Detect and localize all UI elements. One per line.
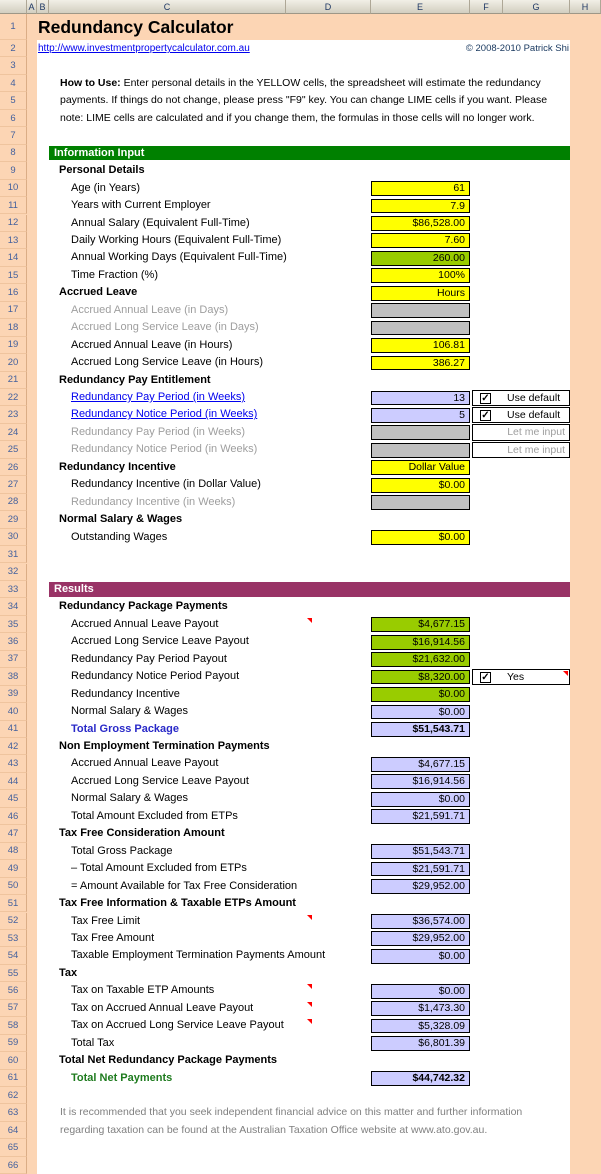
cell-redundancy-notice-period-weeks[interactable]: 5: [371, 408, 470, 423]
cell-redundancy-incentive-type[interactable]: Dollar Value: [371, 460, 470, 475]
label-tax: Tax: [59, 966, 78, 979]
label-accrued-annual-leave-hours: Accrued Annual Leave (in Hours): [71, 338, 233, 351]
label-personal-details: Personal Details: [59, 164, 145, 177]
comment-indicator-tax-on-taxable-etp: [307, 984, 312, 989]
label-tfc-total-excluded: – Total Amount Excluded from ETPs: [71, 862, 247, 875]
label-redundancy-incentive-payout: Redundancy Incentive: [71, 687, 180, 700]
cell-accrued-leave-unit[interactable]: Hours: [371, 286, 470, 301]
cell-tfc-total-gross-package[interactable]: $51,543.71: [371, 844, 470, 859]
cell-etp-accrued-annual-leave-payout[interactable]: $4,677.15: [371, 757, 470, 772]
cell-etp-accrued-long-service-leave-payout[interactable]: $16,914.56: [371, 774, 470, 789]
row-header-17[interactable]: 17: [0, 302, 27, 319]
column-header-B[interactable]: B: [37, 0, 49, 14]
footer-note: [60, 1104, 580, 1139]
page-title: Redundancy Calculator: [38, 17, 234, 37]
cell-taxable-etp-amount[interactable]: $0.00: [371, 949, 470, 964]
row-header-53[interactable]: 53: [0, 930, 27, 947]
row-header-64[interactable]: 64: [0, 1122, 27, 1139]
comment-indicator-tax-on-accrued-long-service-leave-payout: [307, 1019, 312, 1024]
row-years-with-current-employer: [27, 197, 601, 214]
option-box-redundancy-notice-period-weeks: [472, 407, 570, 424]
row-redundancy-incentive-payout: [27, 686, 601, 703]
label-outstanding-wages: Outstanding Wages: [71, 530, 168, 543]
column-header-H[interactable]: H: [570, 0, 601, 14]
row-header-11[interactable]: 11: [0, 197, 27, 214]
column-header-bar: [0, 0, 601, 14]
cell-tfc-total-excluded[interactable]: $21,591.71: [371, 862, 470, 877]
row-header-49[interactable]: 49: [0, 860, 27, 877]
column-header-C[interactable]: C: [49, 0, 286, 14]
sheet-rows: [27, 14, 601, 1174]
row-tax-on-accrued-long-service-leave-payout: [27, 1017, 601, 1034]
row-redundancy-notice-period-weeks: [27, 406, 601, 423]
cell-tax-on-taxable-etp[interactable]: $0.00: [371, 984, 470, 999]
row-header-63[interactable]: 63: [0, 1104, 27, 1121]
cell-years-with-current-employer[interactable]: 7.9: [371, 199, 470, 214]
label-redundancy-incentive-type: Redundancy Incentive: [59, 460, 176, 473]
row-accrued-long-service-leave-days: [27, 319, 601, 336]
label-accrued-long-service-leave-payout: Accrued Long Service Leave Payout: [71, 635, 249, 648]
label-redundancy-pay-period-payout: Redundancy Pay Period Payout: [71, 652, 227, 665]
label-daily-working-hours: Daily Working Hours (Equivalent Full-Time): [71, 233, 282, 246]
cell-redundancy-pay-period-weeks-manual: [371, 425, 470, 440]
label-normal-salary-wages-input: Normal Salary & Wages: [59, 513, 183, 526]
row-header-38[interactable]: 38: [0, 668, 27, 685]
row-accrued-annual-leave-payout: [27, 616, 601, 633]
cell-daily-working-hours[interactable]: 7.60: [371, 233, 470, 248]
row-header-35[interactable]: 35: [0, 616, 27, 633]
row-header-22[interactable]: 22: [0, 389, 27, 406]
row-redundancy-pay-period-weeks-manual: [27, 424, 601, 441]
label-tax-free-limit: Tax Free Limit: [71, 914, 141, 927]
cell-total-net-payments[interactable]: $44,742.32: [371, 1071, 470, 1086]
label-time-fraction: Time Fraction (%): [71, 268, 158, 281]
row-header-7[interactable]: 7: [0, 127, 27, 144]
row-redundancy-notice-period-weeks-manual: [27, 441, 601, 458]
row-header-1[interactable]: 1: [0, 14, 27, 40]
label-years-with-current-employer: Years with Current Employer: [71, 199, 211, 212]
label-tax-on-taxable-etp: Tax on Taxable ETP Amounts: [71, 984, 215, 997]
row-non-employment-termination-payments: [27, 738, 601, 755]
row-header-14[interactable]: 14: [0, 249, 27, 266]
label-accrued-long-service-leave-days: Accrued Long Service Leave (in Days): [71, 321, 259, 334]
label-accrued-leave-unit: Accrued Leave: [59, 286, 138, 299]
cell-accrued-long-service-leave-payout[interactable]: $16,914.56: [371, 635, 470, 650]
row-header-59[interactable]: 59: [0, 1035, 27, 1052]
label-redundancy-notice-period-weeks[interactable]: Redundancy Notice Period (in Weeks): [71, 408, 258, 421]
cell-redundancy-pay-period-weeks[interactable]: 13: [371, 391, 470, 406]
label-tax-free-consideration-amount: Tax Free Consideration Amount: [59, 827, 225, 840]
row-age: [27, 180, 601, 197]
row-etp-normal-salary-wages: [27, 790, 601, 807]
column-header-F[interactable]: F: [470, 0, 503, 14]
row-redundancy-pay-entitlement: [27, 372, 601, 389]
section-header-results: Results: [49, 582, 570, 597]
comment-indicator-tax-free-limit: [307, 915, 312, 920]
row-header-45[interactable]: 45: [0, 790, 27, 807]
column-header-E[interactable]: E: [371, 0, 470, 14]
row-header-34[interactable]: 34: [0, 598, 27, 615]
row-header-42[interactable]: 42: [0, 738, 27, 755]
row-accrued-annual-leave-hours: [27, 337, 601, 354]
cell-redundancy-notice-period-weeks-manual: [371, 443, 470, 458]
label-annual-working-days: Annual Working Days (Equivalent Full-Time): [71, 251, 287, 264]
row-header-62[interactable]: 62: [0, 1087, 27, 1104]
label-redundancy-pay-entitlement: Redundancy Pay Entitlement: [59, 373, 211, 386]
row-header-52[interactable]: 52: [0, 913, 27, 930]
row-header-16[interactable]: 16: [0, 284, 27, 301]
row-header-61[interactable]: 61: [0, 1070, 27, 1087]
row-annual-working-days: [27, 249, 601, 266]
footer-line1: It is recommended that you seek independent financial advice on this matter and further information: [60, 1106, 523, 1119]
row-header-43[interactable]: 43: [0, 755, 27, 772]
cell-normal-salary-wages-payout[interactable]: $0.00: [371, 705, 470, 720]
row-accrued-annual-leave-days: [27, 302, 601, 319]
side-label-redundancy-pay-period-weeks-manual: Let me input: [507, 426, 565, 439]
row-redundancy-incentive-type: [27, 459, 601, 476]
label-tax-on-accrued-annual-leave-payout: Tax on Accrued Annual Leave Payout: [71, 1001, 254, 1014]
cell-time-fraction[interactable]: 100%: [371, 268, 470, 283]
row-header-25[interactable]: 25: [0, 441, 27, 458]
select-all-corner[interactable]: [0, 0, 27, 14]
row-personal-details: [27, 162, 601, 179]
label-age: Age (in Years): [71, 181, 141, 194]
row-header-55[interactable]: 55: [0, 965, 27, 982]
copyright-text: © 2008-2010 Patrick Shi: [465, 43, 569, 54]
label-redundancy-incentive-dollar: Redundancy Incentive (in Dollar Value): [71, 478, 261, 491]
option-box-redundancy-pay-period-weeks-manual: [472, 424, 570, 441]
cell-redundancy-incentive-weeks: [371, 495, 470, 510]
comment-indicator-accrued-annual-leave-payout: [307, 618, 312, 623]
row-total-net-payments: [27, 1070, 601, 1087]
row-etp-accrued-annual-leave-payout: [27, 755, 601, 772]
label-tfc-amount-available: = Amount Available for Tax Free Consideration: [71, 879, 298, 892]
label-normal-salary-wages-payout: Normal Salary & Wages: [71, 705, 188, 718]
row-header-23[interactable]: 23: [0, 406, 27, 423]
row-header-29[interactable]: 29: [0, 511, 27, 528]
row-header-27[interactable]: 27: [0, 476, 27, 493]
row-tax-free-consideration-amount: [27, 825, 601, 842]
row-header-24[interactable]: 24: [0, 424, 27, 441]
side-label-redundancy-notice-period-weeks-manual: Let me input: [507, 443, 565, 456]
cell-total-amount-excluded-from-etps[interactable]: $21,591.71: [371, 809, 470, 824]
row-total-amount-excluded-from-etps: [27, 808, 601, 825]
label-redundancy-pay-period-weeks[interactable]: Redundancy Pay Period (in Weeks): [71, 391, 246, 403]
row-header-57[interactable]: 57: [0, 1000, 27, 1017]
checkbox-label-redundancy-pay-period-weeks: Use default: [507, 391, 561, 404]
cell-accrued-long-service-leave-days: [371, 321, 470, 336]
row-accrued-long-service-leave-payout: [27, 633, 601, 650]
cell-redundancy-pay-period-payout[interactable]: $21,632.00: [371, 652, 470, 667]
row-header-21[interactable]: 21: [0, 372, 27, 389]
label-total-tax: Total Tax: [71, 1036, 115, 1049]
row-header-54[interactable]: 54: [0, 947, 27, 964]
row-header-48[interactable]: 48: [0, 843, 27, 860]
row-header-13[interactable]: 13: [0, 232, 27, 249]
row-header-50[interactable]: 50: [0, 878, 27, 895]
comment-indicator-redundancy-notice-period-payout-right: [563, 671, 568, 676]
row-results: [27, 581, 601, 598]
row-header-56[interactable]: 56: [0, 982, 27, 999]
row-header-10[interactable]: 10: [0, 180, 27, 197]
option-box-redundancy-pay-period-weeks: [472, 390, 570, 407]
row-tfc-total-gross-package: [27, 843, 601, 860]
cell-redundancy-incentive-payout[interactable]: $0.00: [371, 687, 470, 702]
row-normal-salary-wages-input: [27, 511, 601, 528]
label-total-net-payments: Total Net Payments: [71, 1071, 173, 1084]
cell-total-tax[interactable]: $6,801.39: [371, 1036, 470, 1051]
row-header-8[interactable]: 8: [0, 145, 27, 162]
row-header-6[interactable]: 6: [0, 110, 27, 127]
cell-tax-on-accrued-long-service-leave-payout[interactable]: $5,328.09: [371, 1019, 470, 1034]
row-redundancy-package-payments: [27, 598, 601, 615]
row-header-47[interactable]: 47: [0, 825, 27, 842]
row-header-37[interactable]: 37: [0, 651, 27, 668]
cell-accrued-annual-leave-payout[interactable]: $4,677.15: [371, 617, 470, 632]
checkbox-redundancy-pay-period-weeks[interactable]: ✓: [481, 392, 490, 404]
label-accrued-long-service-leave-hours: Accrued Long Service Leave (in Hours): [71, 356, 263, 369]
label-total-amount-excluded-from-etps: Total Amount Excluded from ETPs: [71, 809, 238, 822]
label-redundancy-notice-period-payout: Redundancy Notice Period Payout: [71, 670, 240, 683]
label-redundancy-incentive-weeks: Redundancy Incentive (in Weeks): [71, 495, 236, 508]
label-total-gross-package: Total Gross Package: [71, 722, 180, 735]
column-header-D[interactable]: D: [286, 0, 371, 14]
row-header-66[interactable]: 66: [0, 1157, 27, 1174]
row-header-65[interactable]: 65: [0, 1139, 27, 1156]
label-total-net-redundancy-package-payments: Total Net Redundancy Package Payments: [59, 1054, 278, 1067]
checkbox-redundancy-notice-period-weeks[interactable]: ✓: [481, 409, 490, 421]
row-time-fraction: [27, 267, 601, 284]
row-information-input: [27, 145, 601, 162]
how-to-line3: note: LIME cells are calculated and if you change them, the formulas in those cells will no longer work.: [60, 111, 535, 124]
row-header-51[interactable]: 51: [0, 895, 27, 912]
label-tax-on-accrued-long-service-leave-payout: Tax on Accrued Long Service Leave Payout: [71, 1019, 284, 1032]
row-etp-accrued-long-service-leave-payout: [27, 773, 601, 790]
cell-total-gross-package[interactable]: $51,543.71: [371, 722, 470, 737]
row-total-gross-package: [27, 721, 601, 738]
website-link[interactable]: http://www.investmentpropertycalculator.com.au: [38, 43, 250, 54]
cell-accrued-annual-leave-days: [371, 303, 470, 318]
cell-tax-free-amount[interactable]: $29,952.00: [371, 931, 470, 946]
row-header-46[interactable]: 46: [0, 808, 27, 825]
row-header-44[interactable]: 44: [0, 773, 27, 790]
row-header-60[interactable]: 60: [0, 1052, 27, 1069]
how-to-prefix: How to Use:: [60, 76, 121, 89]
sheet: [27, 14, 601, 1174]
row-header-4[interactable]: 4: [0, 75, 27, 92]
row-outstanding-wages: [27, 529, 601, 546]
row-gutter: [0, 14, 27, 1174]
row-daily-working-hours: [27, 232, 601, 249]
row-redundancy-pay-period-weeks: [27, 389, 601, 406]
checkbox-redundancy-notice-period-payout[interactable]: ✓: [481, 671, 490, 683]
row-normal-salary-wages-payout: [27, 703, 601, 720]
label-etp-accrued-long-service-leave-payout: Accrued Long Service Leave Payout: [71, 774, 249, 787]
cell-age[interactable]: 61: [371, 181, 470, 196]
row-tax-free-limit: [27, 913, 601, 930]
cell-redundancy-incentive-dollar[interactable]: $0.00: [371, 478, 470, 493]
row-tax-free-amount: [27, 930, 601, 947]
cell-annual-salary[interactable]: $86,528.00: [371, 216, 470, 231]
label-non-employment-termination-payments: Non Employment Termination Payments: [59, 740, 270, 752]
label-tax-free-amount: Tax Free Amount: [71, 931, 155, 944]
how-to-line1-text: Enter personal details in the YELLOW cells, the spreadsheet will estimate the redundancy: [120, 76, 541, 89]
cell-annual-working-days[interactable]: 260.00: [371, 251, 470, 266]
row-annual-salary: [27, 215, 601, 232]
cell-accrued-annual-leave-hours[interactable]: 106.81: [371, 338, 470, 353]
row-tax-on-taxable-etp: [27, 982, 601, 999]
footer-line2: regarding taxation can be found at the Australian Taxation Office website at www.ato.gov.au.: [60, 1123, 488, 1136]
row-tfc-amount-available: [27, 878, 601, 895]
column-header-G[interactable]: G: [503, 0, 570, 14]
row-total-tax: [27, 1035, 601, 1052]
row-header-30[interactable]: 30: [0, 529, 27, 546]
row-header-18[interactable]: 18: [0, 319, 27, 336]
cell-tax-on-accrued-annual-leave-payout[interactable]: $1,473.30: [371, 1001, 470, 1016]
row-header-28[interactable]: 28: [0, 494, 27, 511]
label-tax-free-information: Tax Free Information & Taxable ETPs Amount: [59, 897, 296, 910]
label-annual-salary: Annual Salary (Equivalent Full-Time): [71, 216, 250, 229]
how-to-line2: payments. If things do not change, please press "F9" key. You can change LIME cells if you want. Please: [60, 94, 548, 107]
checkbox-label-redundancy-notice-period-payout: Yes: [507, 670, 525, 683]
label-tfc-total-gross-package: Total Gross Package: [71, 844, 173, 857]
row-tax-on-accrued-annual-leave-payout: [27, 1000, 601, 1017]
label-accrued-annual-leave-payout: Accrued Annual Leave Payout: [71, 617, 219, 630]
checkbox-label-redundancy-notice-period-weeks: Use default: [507, 408, 561, 421]
row-tax: [27, 965, 601, 982]
comment-indicator-tax-on-accrued-annual-leave-payout: [307, 1002, 312, 1007]
label-redundancy-package-payments: Redundancy Package Payments: [59, 600, 228, 613]
option-box-redundancy-notice-period-weeks-manual: [472, 442, 570, 459]
row-header-33[interactable]: 33: [0, 581, 27, 598]
cell-accrued-long-service-leave-hours[interactable]: 386.27: [371, 356, 470, 371]
row-accrued-leave-unit: [27, 284, 601, 301]
row-header-32[interactable]: 32: [0, 564, 27, 581]
section-header-information-input: Information Input: [49, 146, 570, 161]
row-header-15[interactable]: 15: [0, 267, 27, 284]
row-header-58[interactable]: 58: [0, 1017, 27, 1034]
row-total-net-redundancy-package-payments: [27, 1052, 601, 1069]
row-redundancy-incentive-weeks: [27, 494, 601, 511]
cell-tax-free-limit[interactable]: $36,574.00: [371, 914, 470, 929]
cell-etp-normal-salary-wages[interactable]: $0.00: [371, 792, 470, 807]
option-box-redundancy-notice-period-payout: [472, 669, 570, 686]
row-header-39[interactable]: 39: [0, 686, 27, 703]
row-header-3[interactable]: 3: [0, 57, 27, 74]
label-etp-accrued-annual-leave-payout: Accrued Annual Leave Payout: [71, 757, 219, 770]
label-etp-normal-salary-wages: Normal Salary & Wages: [71, 792, 188, 805]
row-tax-free-information: [27, 895, 601, 912]
row-redundancy-notice-period-payout: [27, 668, 601, 685]
row-header-40[interactable]: 40: [0, 703, 27, 720]
row-redundancy-incentive-dollar: [27, 476, 601, 493]
label-redundancy-pay-period-weeks-manual: Redundancy Pay Period (in Weeks): [71, 425, 246, 438]
row-header-36[interactable]: 36: [0, 633, 27, 650]
cell-tfc-amount-available[interactable]: $29,952.00: [371, 879, 470, 894]
row-header-41[interactable]: 41: [0, 721, 27, 738]
row-header-5[interactable]: 5: [0, 92, 27, 109]
row-tfc-total-excluded: [27, 860, 601, 877]
row-taxable-etp-amount: [27, 947, 601, 964]
row-header-20[interactable]: 20: [0, 354, 27, 371]
row-header-2[interactable]: 2: [0, 40, 27, 57]
column-header-A[interactable]: A: [27, 0, 37, 14]
cell-outstanding-wages[interactable]: $0.00: [371, 530, 470, 545]
row-redundancy-pay-period-payout: [27, 651, 601, 668]
row-header-9[interactable]: 9: [0, 162, 27, 179]
row-header-19[interactable]: 19: [0, 337, 27, 354]
row-header-12[interactable]: 12: [0, 215, 27, 232]
row-header-26[interactable]: 26: [0, 459, 27, 476]
label-taxable-etp-amount: Taxable Employment Termination Payments Amount: [71, 949, 326, 962]
label-redundancy-notice-period-weeks-manual: Redundancy Notice Period (in Weeks): [71, 443, 258, 456]
label-accrued-annual-leave-days: Accrued Annual Leave (in Days): [71, 303, 229, 316]
cell-redundancy-notice-period-payout[interactable]: $8,320.00: [371, 670, 470, 685]
row-header-31[interactable]: 31: [0, 546, 27, 563]
row-accrued-long-service-leave-hours: [27, 354, 601, 371]
